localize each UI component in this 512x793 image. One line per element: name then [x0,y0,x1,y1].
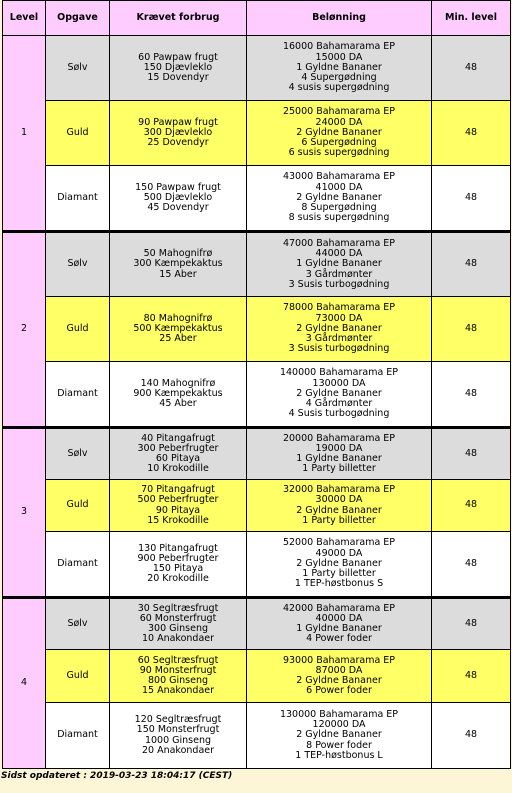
reward-cell [247,650,432,703]
reward-item: 8 Supergødning [301,202,377,214]
reward-item: 2 Gyldne Bananer [296,729,382,741]
task-cell: Guld [46,297,110,362]
min-level-cell: 48 [432,703,511,769]
required-item: 300 Djævleklo [143,126,213,138]
reward-item: 2 Gyldne Bananer [296,557,382,569]
task-cell: Diamant [46,166,110,232]
table-row [3,598,511,650]
table-row [3,428,511,480]
required-item: 120 Segltræsfrugt [134,714,222,726]
required-item: 300 Kæmpekaktus [133,258,223,270]
required-item: 500 Djævleklo [143,191,213,203]
min-level-cell: 48 [432,532,511,598]
required-item: 50 Mahognifrø [143,248,213,260]
required-item: 90 Monsterfrugt [139,664,217,676]
reward-item: 1 Party billetter [302,463,376,475]
table-row [3,232,511,297]
reward-item: 25000 Bahamarama EP [282,106,396,118]
min-level-cell: 48 [432,598,511,650]
required-cell [110,532,247,598]
reward-item: 42000 Bahamarama EP [282,602,396,614]
required-item: 60 Monsterfrugt [139,612,217,624]
reward-item: 2 Gyldne Bananer [296,675,382,686]
reward-item: 73000 DA [315,312,363,324]
reward-cell [247,101,432,166]
reward-cell [247,297,432,362]
required-item: 40 Pitangafrugt [141,432,215,444]
required-item: 15 Anakondaer [141,685,215,697]
reward-item: 32000 Bahamarama EP [282,484,396,496]
header-min-level: Min. level [432,1,511,36]
required-item: 60 Segltræsfrugt [137,654,219,666]
required-item: 80 Mahognifrø [143,312,213,324]
required-cell [110,362,247,428]
required-item: 500 Peberfrugter [137,494,219,506]
reward-item: 130000 Bahamarama EP [279,708,399,720]
table-row [3,480,511,532]
reward-item: 6 Power foder [306,685,372,697]
reward-item: 1 Gyldne Bananer [296,61,382,73]
table-row [3,703,511,769]
required-item: 70 Pitangafrugt [141,484,215,496]
header-required: Krævet forbrug [110,1,247,36]
task-cell: Sølv [46,598,110,650]
header-reward: Belønning [247,1,432,36]
last-updated: Sidst opdateret : 2019-03-23 18:04:17 (CEST) [1,771,233,781]
task-cell: Guld [46,650,110,703]
reward-item: 19000 DA [315,442,363,454]
task-cell: Diamant [46,532,110,598]
table-row [3,650,511,703]
reward-cell [247,36,432,101]
reward-cell [247,362,432,428]
required-cell [110,703,247,769]
required-item: 140 Mahognifrø [140,377,216,389]
required-item: 10 Anakondaer [141,633,215,645]
header-row [3,1,511,36]
required-item: 150 Pitaya [152,563,204,574]
required-item: 60 Pitaya [155,453,201,464]
quest-table [2,0,511,769]
required-cell [110,36,247,101]
reward-item: 1 Gyldne Bananer [296,258,382,270]
table-row [3,362,511,428]
task-cell: Sølv [46,428,110,480]
min-level-cell: 48 [432,480,511,532]
required-item: 900 Peberfrugter [137,552,219,564]
reward-cell [247,532,432,598]
required-cell [110,650,247,703]
required-item: 10 Krokodille [147,463,209,475]
reward-item: 47000 Bahamarama EP [282,237,396,249]
task-cell: Guld [46,480,110,532]
reward-item: 1 Party billetter [302,514,376,526]
min-level-cell: 48 [432,232,511,297]
task-cell: Guld [46,101,110,166]
min-level-cell: 48 [432,650,511,703]
required-item: 150 Monsterfrugt [136,724,220,736]
table-row [3,36,511,101]
required-cell [110,101,247,166]
reward-item: 140000 Bahamarama EP [279,367,399,379]
required-item: 20 Krokodille [147,573,209,585]
required-item: 900 Kæmpekaktus [133,387,223,399]
table-body [3,36,511,769]
reward-item: 20000 Bahamarama EP [282,432,396,444]
reward-item: 24000 DA [315,116,363,128]
reward-item: 3 Gårdmønter [305,268,373,280]
task-cell: Sølv [46,232,110,297]
required-item: 150 Pawpaw frugt [135,181,221,193]
reward-item: 52000 Bahamarama EP [282,537,396,549]
required-item: 90 Pitaya [155,504,201,516]
reward-item: 1 Gyldne Bananer [296,453,382,464]
min-level-cell: 48 [432,36,511,101]
table-row [3,532,511,598]
required-cell [110,232,247,297]
header-level: Level [3,1,46,36]
reward-item: 8 susis supergødning [288,212,390,224]
reward-item: 6 Supergødning [301,137,377,149]
reward-item: 15000 DA [315,51,363,63]
task-cell: Sølv [46,36,110,101]
required-item: 90 Pawpaw frugt [138,116,218,128]
header-task: Opgave [46,1,110,36]
level-cell: 4 [3,598,46,769]
required-item: 25 Aber [159,333,197,345]
reward-item: 40000 DA [315,612,363,624]
required-cell [110,480,247,532]
reward-item: 3 Susis turbogødning [288,343,390,355]
min-level-cell: 48 [432,101,511,166]
required-item: 25 Dovendyr [147,137,209,149]
reward-cell [247,166,432,232]
level-cell: 2 [3,232,46,428]
reward-cell [247,598,432,650]
reward-item: 49000 DA [315,547,363,559]
required-item: 15 Aber [159,268,197,280]
required-item: 45 Dovendyr [147,202,209,214]
reward-item: 2 Gyldne Bananer [296,126,382,138]
required-item: 30 Segltræsfrugt [137,602,219,614]
min-level-cell: 48 [432,428,511,480]
reward-item: 1 TEP-høstbonus S [294,578,384,590]
reward-item: 4 Susis turbogødning [288,408,390,420]
level-cell: 1 [3,36,46,232]
reward-cell [247,703,432,769]
reward-cell [247,428,432,480]
required-item: 15 Krokodille [147,514,209,526]
reward-item: 120000 DA [312,719,366,731]
reward-item: 8 Power foder [306,739,372,751]
reward-item: 93000 Bahamarama EP [282,654,396,666]
required-item: 300 Ginseng [147,623,209,634]
reward-item: 44000 DA [315,248,363,260]
reward-item: 4 Power foder [306,633,372,645]
reward-item: 1 Gyldne Bananer [296,623,382,634]
reward-item: 4 susis supergødning [288,82,390,94]
reward-item: 16000 Bahamarama EP [282,41,396,53]
required-cell [110,297,247,362]
reward-item: 87000 DA [315,664,363,676]
required-item: 15 Dovendyr [147,72,209,84]
required-item: 300 Peberfrugter [137,442,219,454]
reward-item: 30000 DA [315,494,363,506]
required-item: 500 Kæmpekaktus [133,322,223,334]
reward-item: 1 Party billetter [302,568,376,580]
required-cell [110,598,247,650]
reward-item: 43000 Bahamarama EP [282,171,396,183]
reward-item: 2 Gyldne Bananer [296,322,382,334]
reward-item: 2 Gyldne Bananer [296,191,382,203]
min-level-cell: 48 [432,362,511,428]
min-level-cell: 48 [432,297,511,362]
required-cell [110,166,247,232]
required-item: 150 Djævleklo [143,61,213,73]
required-item: 60 Pawpaw frugt [138,51,218,63]
required-item: 20 Anakondaer [141,744,215,756]
reward-item: 4 Gårdmønter [305,398,373,410]
required-cell [110,428,247,480]
required-item: 130 Pitangafrugt [138,542,218,554]
required-item: 1000 Ginseng [144,734,212,746]
table-row [3,101,511,166]
reward-item: 130000 DA [312,377,366,389]
reward-item: 2 Gyldne Bananer [296,387,382,399]
level-cell: 3 [3,428,46,598]
reward-item: 2 Gyldne Bananer [296,504,382,516]
reward-item: 4 Supergødning [301,72,377,84]
reward-item: 78000 Bahamarama EP [282,302,396,314]
reward-item: 41000 DA [315,181,363,193]
reward-item: 1 TEP-høstbonus L [295,749,383,761]
reward-cell [247,232,432,297]
min-level-cell: 48 [432,166,511,232]
reward-cell [247,480,432,532]
reward-item: 3 Susis turbogødning [288,278,390,290]
reward-item: 3 Gårdmønter [305,333,373,345]
required-item: 800 Ginseng [147,675,209,686]
task-cell: Diamant [46,362,110,428]
reward-item: 6 susis supergødning [288,147,390,159]
task-cell: Diamant [46,703,110,769]
table-row [3,297,511,362]
table-row [3,166,511,232]
required-item: 45 Aber [159,398,197,410]
